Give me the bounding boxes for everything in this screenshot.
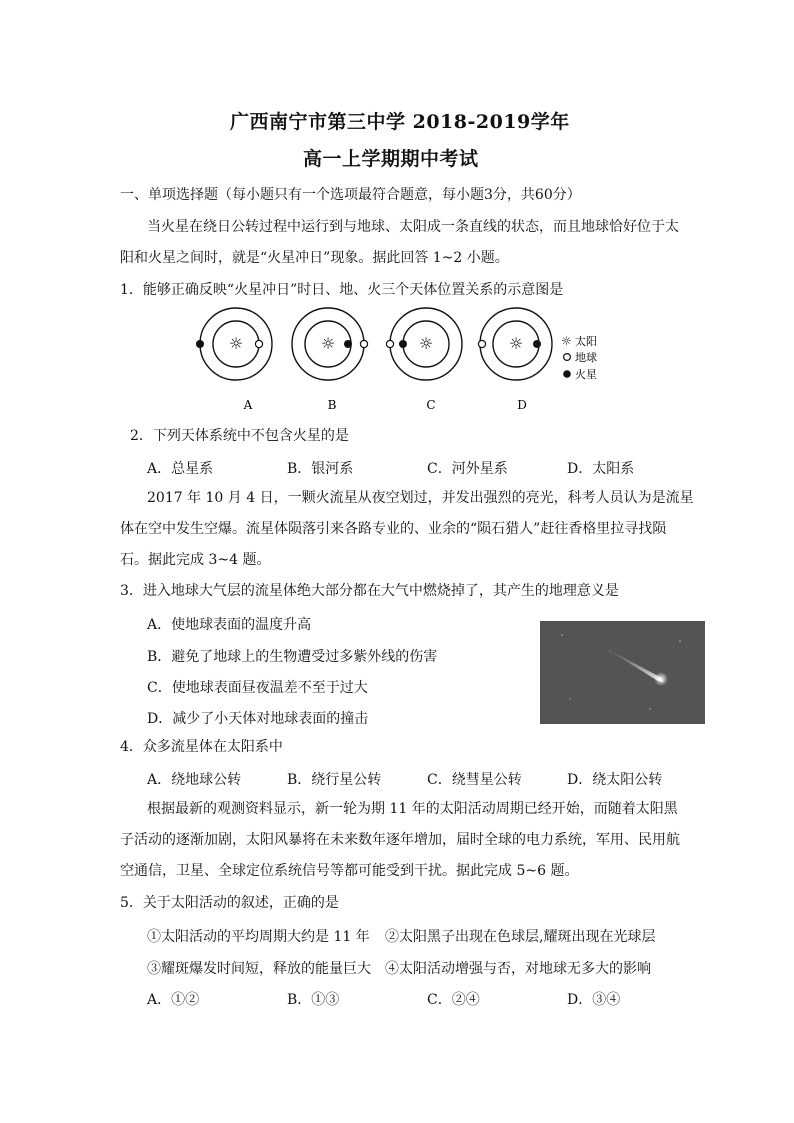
sun-icon: ☼ bbox=[418, 334, 434, 353]
q3-option-d: D．减少了小天体对地球表面的撞击 bbox=[147, 711, 369, 727]
section-heading: 一、单项选择题（每小题只有一个选项最符合题意，每小题3分，共60分） bbox=[120, 187, 581, 203]
legend-earth-icon bbox=[564, 354, 571, 361]
q5-statement-4: ④太阳活动增强与否，对地球无多大的影响 bbox=[385, 961, 651, 977]
title-line-1: 广西南宁市第三中学 2018-2019学年 bbox=[230, 111, 570, 133]
legend-earth-label: 地球 bbox=[575, 351, 597, 364]
mars-icon bbox=[533, 340, 541, 348]
passage-1-line-1: 当火星在绕日公转过程中运行到与地球、太阳成一条直线的状态，而且地球恰好位于太 bbox=[147, 219, 679, 235]
q3-option-c: C．使地球表面昼夜温差不至于过大 bbox=[147, 680, 368, 696]
q4-option-d: D．绕太阳公转 bbox=[567, 772, 663, 788]
title-line-2: 高一上学期期中考试 bbox=[303, 148, 479, 170]
question-3-stem: 3．进入地球大气层的流星体绝大部分都在大气中燃烧掉了，其产生的地理意义是 bbox=[120, 583, 619, 599]
passage-2-line-3: 石。据此完成 3~4 题。 bbox=[120, 552, 271, 568]
mars-icon bbox=[344, 340, 352, 348]
earth-icon bbox=[360, 340, 367, 347]
diagram-label-d: D bbox=[517, 398, 527, 412]
earth-icon bbox=[255, 340, 262, 347]
question-4-stem: 4．众多流星体在太阳系中 bbox=[120, 739, 283, 755]
q2-option-c: C．河外星系 bbox=[427, 461, 508, 477]
legend-mars-label: 火星 bbox=[575, 368, 597, 381]
q5-statement-3: ③耀斑爆发时间短，释放的能量巨大 bbox=[147, 961, 371, 977]
q5-option-b: B．①③ bbox=[287, 992, 340, 1008]
diagram-label-a: A bbox=[243, 398, 253, 412]
passage-3-line-1: 根据最新的观测资料显示，新一轮为期 11 年的太阳活动周期已经开始，而随着太阳黑 bbox=[147, 801, 678, 817]
q5-statement-1: ①太阳活动的平均周期大约是 11 年 bbox=[147, 929, 370, 945]
mars-icon bbox=[399, 340, 407, 348]
diagram-legend bbox=[561, 334, 597, 381]
q4-option-c: C．绕彗星公转 bbox=[427, 772, 522, 788]
earth-icon bbox=[386, 340, 393, 347]
meteor-head bbox=[654, 672, 668, 686]
q2-option-d: D．太阳系 bbox=[567, 461, 635, 477]
q5-option-a: A．①② bbox=[147, 992, 200, 1008]
passage-2-line-2: 体在空中发生空爆。流星体陨落引来各路专业的、业余的“陨石猎人”赶往香格里拉寻找陨 bbox=[120, 521, 667, 537]
passage-3-line-2: 子活动的逐渐加剧，太阳风暴将在未来数年逐年增加，届时全球的电力系统，军用、民用航 bbox=[120, 832, 680, 848]
q3-option-b: B．避免了地球上的生物遭受过多紫外线的伤害 bbox=[147, 649, 438, 665]
q5-option-d: D．③④ bbox=[567, 992, 621, 1008]
legend-mars-icon bbox=[563, 370, 571, 378]
legend-sun-label: 太阳 bbox=[575, 335, 597, 348]
diagram-label-b: B bbox=[327, 398, 337, 412]
diagram-c bbox=[386, 308, 462, 380]
q5-option-c: C．②④ bbox=[427, 992, 480, 1008]
passage-2-line-1: 2017 年 10 月 4 日，一颗火流星从夜空划过，并发出强烈的亮光，科考人员认为是流星 bbox=[147, 490, 694, 506]
diagram-b bbox=[292, 308, 368, 380]
legend-sun-icon: ☼ bbox=[561, 334, 572, 348]
sun-icon: ☼ bbox=[228, 334, 244, 353]
q4-option-a: A．绕地球公转 bbox=[147, 772, 242, 788]
earth-icon bbox=[478, 340, 485, 347]
q2-option-a: A．总星系 bbox=[147, 461, 214, 477]
question-1-stem: 1．能够正确反映“火星冲日”时日、地、火三个天体位置关系的示意图是 bbox=[120, 282, 564, 298]
orbit-diagrams bbox=[190, 306, 620, 416]
passage-3-line-3: 空通信，卫星、全球定位系统信号等都可能受到干扰。据此完成 5~6 题。 bbox=[120, 863, 579, 879]
diagram-d bbox=[478, 308, 552, 380]
sun-icon: ☼ bbox=[508, 334, 524, 353]
q4-option-b: B．绕行星公转 bbox=[287, 772, 382, 788]
sun-icon: ☼ bbox=[320, 334, 336, 353]
meteor-photo bbox=[540, 621, 705, 724]
mars-icon bbox=[196, 340, 204, 348]
diagram-a bbox=[196, 308, 272, 380]
q5-statement-2: ②太阳黑子出现在色球层,耀斑出现在光球层 bbox=[385, 929, 656, 945]
q3-option-a: A．使地球表面的温度升高 bbox=[147, 617, 312, 633]
q2-option-b: B．银河系 bbox=[287, 461, 354, 477]
passage-1-line-2: 阳和火星之间时，就是“火星冲日”现象。据此回答 1~2 小题。 bbox=[120, 250, 509, 266]
question-2-stem: 2．下列天体系统中不包含火星的是 bbox=[130, 428, 349, 444]
question-5-stem: 5．关于太阳活动的叙述，正确的是 bbox=[120, 895, 339, 911]
diagram-label-c: C bbox=[426, 398, 436, 412]
